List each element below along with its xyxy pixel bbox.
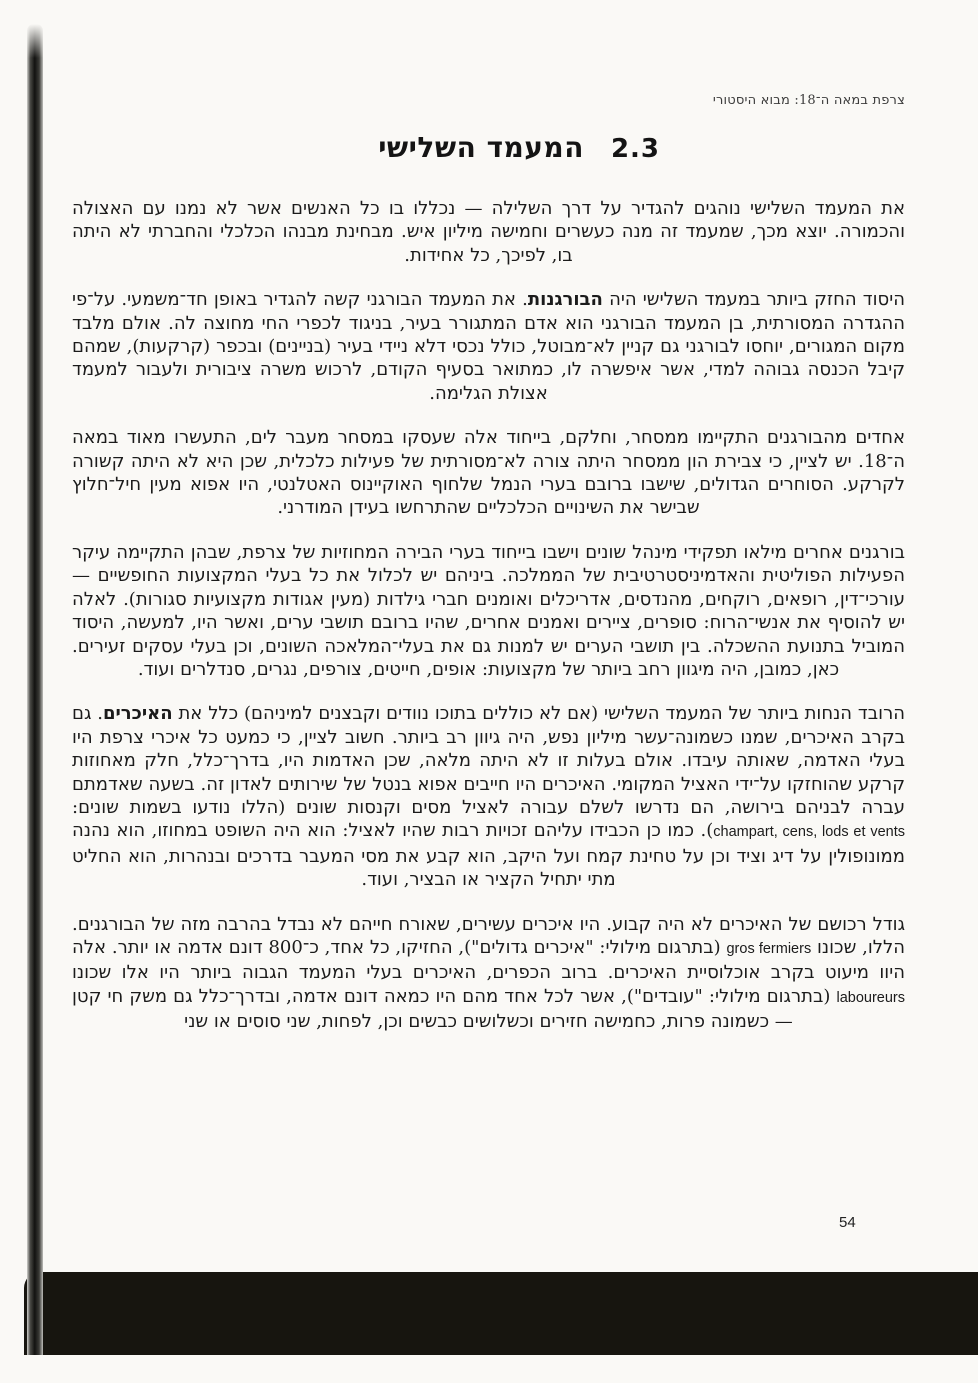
text-run: היסוד החזק ביותר במעמד השלישי היה bbox=[602, 289, 905, 311]
text-run: הרובד הנחות ביותר של המעמד השלישי (אם לא כוללים בתוכו נוודים וקבצנים למיניהם) כלל את bbox=[172, 703, 905, 725]
scan-dark-band bbox=[24, 1272, 978, 1355]
section-heading bbox=[378, 131, 660, 164]
paragraph-merchants bbox=[72, 426, 905, 520]
running-header: צרפת במאה ה־18: מבוא היסטורי bbox=[712, 93, 905, 108]
latin-term: champart, cens, lods et vents bbox=[713, 824, 905, 841]
section-number: 2.3 bbox=[610, 134, 660, 164]
latin-term: gros fermiers bbox=[726, 940, 812, 957]
text-run: אחדים מהבורגנים התקיימו ממסחר, וחלקם, בייחוד אלה שעסקו במסחר מעבר לים, התעשרו מאוד במאה ה־18. יש לציין, כי צבירת הון ממסחר היתה צורה לא־מסורתית של פעילות כלכלית, שכן היא לא היתה קשורה לקרקע. הסוחרים הגדולים, שישבו ברובם בערי הנמל שלחוף האוקיינוס האטלנטי, היו אפוא מעין חיל־חלוץ שבישר את השינויים הכלכליים שהתרחשו בעידן המודרני. bbox=[72, 427, 905, 519]
text-run: (בתרגום מילולי: "עובדים"), אשר לכל אחד מהם היו כמאה דונם אדמה, ובדרך־כלל גם משק חי קטן — כשמונה פרות, כחמישה חזירים וכשלושים כבשים וכן, לפחות, שני סוסים או שני bbox=[72, 985, 837, 1033]
paragraph-third-estate-definition bbox=[72, 197, 905, 267]
text-run: בורגנים אחרים מילאו תפקידי מינהל שונים וישבו בייחוד בערי הבירה המחוזיות של צרפת, שבהן התקיימה עיקר הפעילות הפוליטית והאדמיניסטרטיבית של הממלכה. ביניהם יש לכלול את כל בעלי המקצועות החופשיים — עורכי־דין, רופאים, רוקחים, מהנדסים, אדריכלים ואומנים חברי גילדות (מעין אגודות מקצועיות סגורות). לאלה יש להוסיף את אנשי־הרוח: סופרים, ציירים ואמנים אחרים, שהיו ברובם תושבי ערים, ואשר היו, למעשה, היסוד המוביל בתנועת ההשכלה. בין תושבי הערים יש למנות גם את בעלי־המלאכה השונים, וכן בעלי עסקים זעירים. כאן, כמובן, היה מיגוון רחב ביותר של מקצועות: אופים, חייטים, צורפים, נגרים, סנדלרים ועוד. bbox=[72, 541, 905, 680]
section-title: המעמד השלישי bbox=[378, 131, 584, 164]
latin-term: laboureurs bbox=[836, 989, 905, 1006]
text-run: . את המעמד הבורגני קשה להגדיר באופן חד־משמעי. על־פי ההגדרה המסורתית, בן המעמד הבורגני הוא אדם המתגורר בעיר, בניגוד לכפרי החי מחוצה לה. אולם מלבד מקום המגורים, יוחסו לבורגני גם קניין לא־מבוטל, כולל נכסי דלא ניידי בעיר (בניינים) ובכפר (קרקעות), שמהם קיבל הכנסה גבוהה למדי, אשר איפשרה לו, כמתואר בסעיף הקודם, לרכוש משרה ציבורית ולעבור למעמד אצולת הגלימה. bbox=[72, 289, 905, 404]
paragraph-professions bbox=[72, 541, 905, 681]
text-run: . גם בקרב האיכרים, שמנו כשמונה־עשר מיליון נפש, היה גיוון רב ביותר. חשוב לציין, כי כמעט כל איכרי צרפת היו בעלי האדמה, שאותה עיבדו. אולם בעלות זו לא היתה מלאה, שכן האדמות היו, בדרך־כלל, חלק מאחוזות קרקע שהוחזקו על־ידי האציל המקומי. האיכרים היו חייבים אפוא בנטל של שירותים לאדון זה. בשעה שאדמתם עברה לבניהם בירושה, הם נדרשו לשלם עבורה לאציל מסים וקנסות שונים (הללו נודעו בשמות שונים: bbox=[72, 703, 905, 818]
body-text bbox=[72, 197, 905, 1055]
bold-term: הבורגנות bbox=[527, 289, 603, 311]
paragraph-bourgeoisie bbox=[72, 288, 905, 405]
text-run: (בתרגום מילולי: "איכרים גדולים"), החזיקו, כל אחד, כ־800 דונם אדמה או יותר. אלה היוו מיעוט בקרב אוכלוסיית האיכרים. ברוב הכפרים, האיכרים בעלי המעמד הגבוה ביותר היו אלו שכונו bbox=[72, 936, 905, 984]
bold-term: האיכרים bbox=[102, 703, 173, 725]
book-spine-shadow bbox=[27, 24, 43, 1355]
text-run: ). כמו כן הכבידו עליהם זכויות רבות שהיו לאציל: הוא היה השופט במחוזו, הוא נהנה ממונופולין על דיג וציד וכן על טחינת קמח ועל היקב, הוא קבע את מסי המעבר בדרכים ובנהרות, הוא החליט מתי יתחיל הקציר או הבציר, ועוד. bbox=[72, 820, 905, 891]
paragraph-peasant-wealth bbox=[72, 913, 905, 1034]
text-run: את המעמד השלישי נוהגים להגדיר על דרך השלילה — נכללו בו כל האנשים אשר לא נמנו עם האצולה והכמורה. יוצא מכך, שמעמד זה מנה כעשרים וחמישה מיליון איש. מבחינת מבנהו הכלכלי והחברתי לא היתה בו, לפיכך, כל אחידות. bbox=[72, 198, 905, 266]
page-number: 54 bbox=[839, 1214, 856, 1231]
paragraph-peasants bbox=[72, 702, 905, 891]
text-run: גודל רכושם של האיכרים לא היה קבוע. היו איכרים עשירים, שאורח חייהם לא נבדל בהרבה מזה של הבורגנים. הללו, שכונו bbox=[72, 913, 906, 958]
